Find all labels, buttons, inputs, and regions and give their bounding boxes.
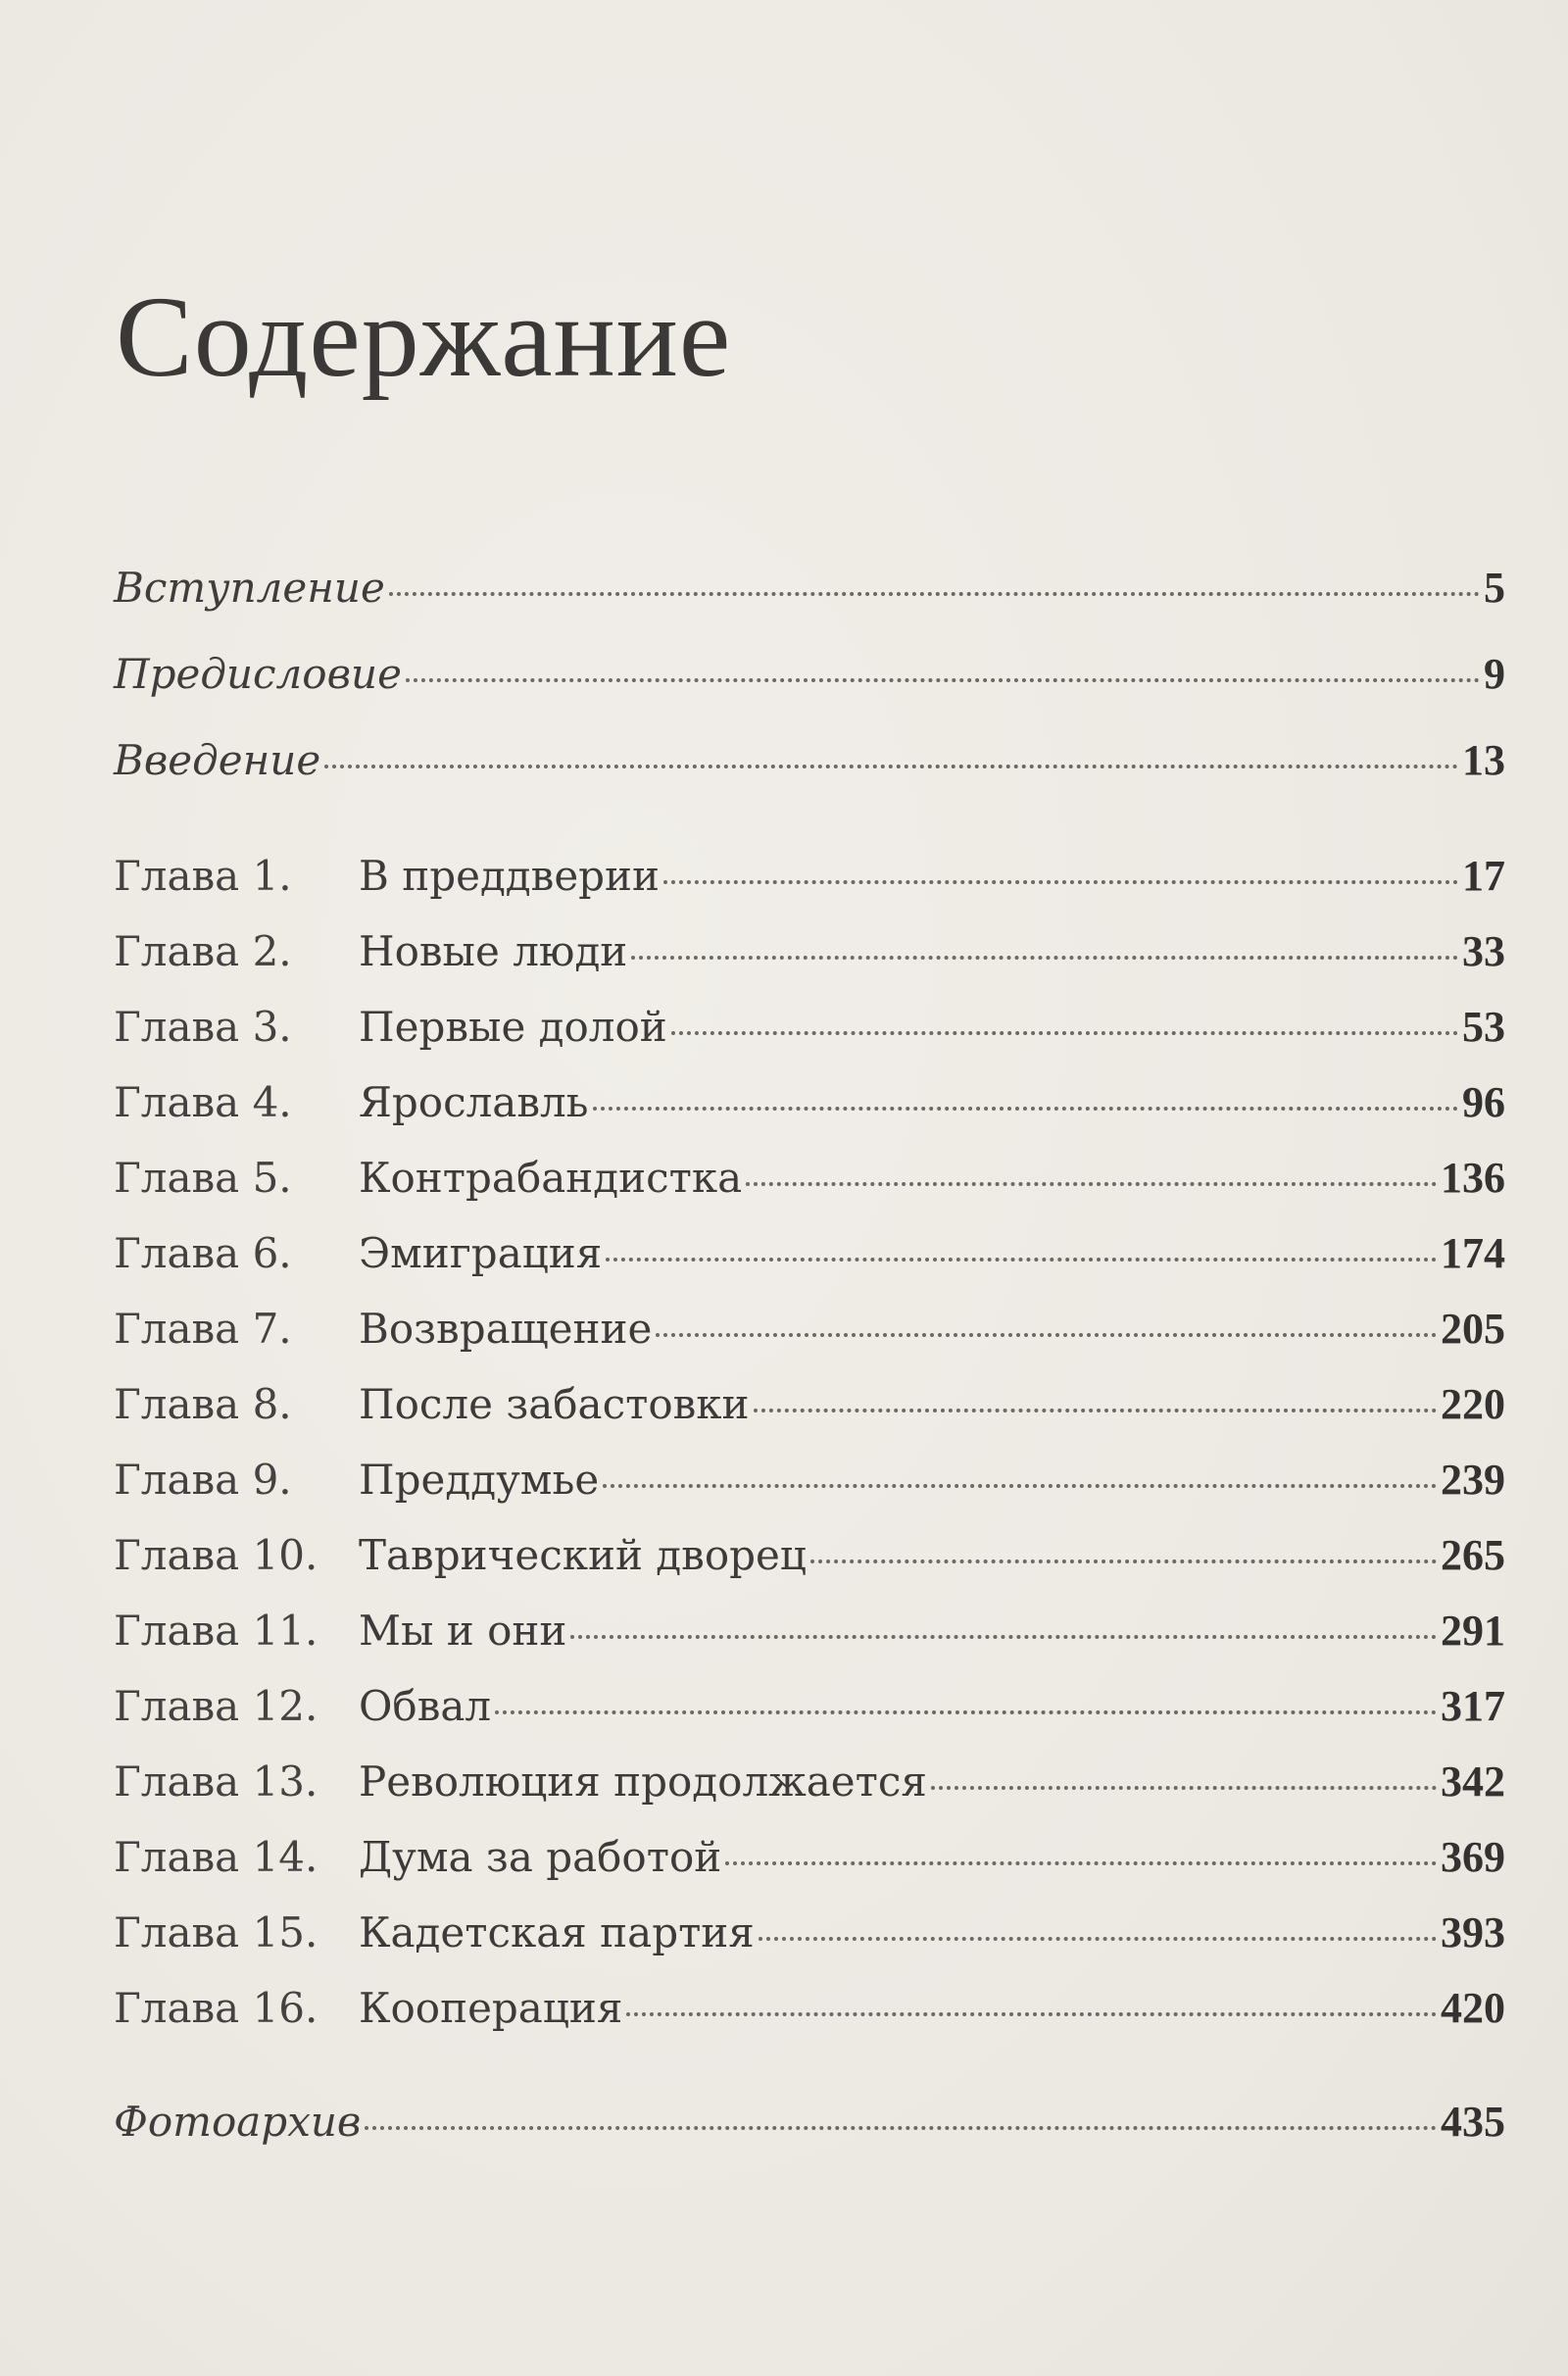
dot-leader xyxy=(663,870,1458,884)
page-title: Содержание xyxy=(116,272,732,402)
toc-entry-chapter-1[interactable] xyxy=(114,847,1505,906)
chapter-label: Глава 13. xyxy=(114,1757,318,1806)
toc-entry-intro[interactable] xyxy=(114,559,1505,618)
toc-entry-chapter-16[interactable] xyxy=(114,1979,1505,2038)
page-number: 239 xyxy=(1441,1456,1505,1504)
chapter-label: Глава 6. xyxy=(114,1229,292,1277)
page-number: 435 xyxy=(1441,2098,1505,2146)
dot-leader xyxy=(495,1701,1437,1714)
entry-title: Кадетская партия xyxy=(359,1908,755,1956)
chapter-label: Глава 3. xyxy=(114,1003,292,1051)
entry-title: Вступление xyxy=(114,564,385,612)
chapter-label: Глава 5. xyxy=(114,1154,292,1202)
entry-title: Первые долой xyxy=(359,1003,667,1051)
toc-entry-chapter-11[interactable] xyxy=(114,1602,1505,1660)
page-number: 13 xyxy=(1462,736,1505,784)
dot-leader xyxy=(631,946,1458,960)
toc-entry-chapter-10[interactable] xyxy=(114,1526,1505,1585)
entry-title: Преддумье xyxy=(359,1456,600,1504)
toc-entry-chapter-6[interactable] xyxy=(114,1224,1505,1283)
entry-title: Эмиграция xyxy=(359,1229,603,1277)
toc-entry-chapter-14[interactable] xyxy=(114,1828,1505,1887)
chapter-label: Глава 16. xyxy=(114,1984,318,2032)
entry-title: Кооперация xyxy=(359,1984,623,2032)
page-number: 220 xyxy=(1441,1380,1505,1428)
chapter-label: Глава 9. xyxy=(114,1456,292,1504)
page-number: 53 xyxy=(1462,1003,1505,1051)
toc-entry-chapter-5[interactable] xyxy=(114,1149,1505,1208)
page-number: 342 xyxy=(1441,1757,1505,1806)
chapter-label: Глава 14. xyxy=(114,1833,318,1881)
page-number: 17 xyxy=(1462,852,1505,900)
entry-title: Новые люди xyxy=(359,927,628,975)
dot-leader xyxy=(406,668,1480,682)
toc-entry-chapter-8[interactable] xyxy=(114,1375,1505,1434)
toc-entry-chapter-4[interactable] xyxy=(114,1073,1505,1132)
page-number: 205 xyxy=(1441,1305,1505,1353)
entry-title: Фотоархив xyxy=(114,2098,362,2146)
dot-leader xyxy=(389,582,1480,596)
page-number: 369 xyxy=(1441,1833,1505,1881)
entry-title: Обвал xyxy=(359,1682,492,1730)
page-number: 174 xyxy=(1441,1229,1505,1277)
chapter-label: Глава 7. xyxy=(114,1305,292,1353)
entry-title: Введение xyxy=(114,736,321,784)
entry-title: Дума за работой xyxy=(359,1833,722,1881)
entry-title: Мы и они xyxy=(359,1607,567,1655)
dot-leader xyxy=(725,1852,1437,1865)
entry-title: После забастовки xyxy=(359,1380,750,1428)
dot-leader xyxy=(365,2116,1437,2130)
dot-leader xyxy=(671,1021,1458,1035)
page-number: 9 xyxy=(1484,650,1505,698)
chapter-label: Глава 11. xyxy=(114,1607,318,1655)
chapter-label: Глава 4. xyxy=(114,1078,292,1126)
page-number: 96 xyxy=(1462,1078,1505,1126)
toc-entry-chapter-9[interactable] xyxy=(114,1451,1505,1510)
entry-title: Революция продолжается xyxy=(359,1757,927,1806)
toc-entry-chapter-13[interactable] xyxy=(114,1753,1505,1811)
toc-entry-chapter-7[interactable] xyxy=(114,1300,1505,1359)
toc-entry-introduction[interactable] xyxy=(114,731,1505,790)
chapter-label: Глава 1. xyxy=(114,852,292,900)
chapter-label: Глава 8. xyxy=(114,1380,292,1428)
entry-title: Возвращение xyxy=(359,1305,653,1353)
chapter-label: Глава 10. xyxy=(114,1531,318,1579)
dot-leader xyxy=(626,2003,1437,2016)
dot-leader xyxy=(606,1248,1437,1262)
dot-leader xyxy=(570,1625,1437,1639)
dot-leader xyxy=(810,1550,1437,1563)
toc-entry-chapter-12[interactable] xyxy=(114,1677,1505,1736)
entry-title: Контрабандистка xyxy=(359,1154,743,1202)
page-number: 265 xyxy=(1441,1531,1505,1579)
toc-entry-chapter-3[interactable] xyxy=(114,998,1505,1057)
toc-entry-photo-archive[interactable] xyxy=(114,2093,1505,2152)
dot-leader xyxy=(324,755,1458,768)
entry-title: Предисловие xyxy=(114,650,402,698)
dot-leader xyxy=(931,1776,1437,1790)
toc-entry-preface[interactable] xyxy=(114,645,1505,704)
page-number: 393 xyxy=(1441,1908,1505,1956)
toc-entry-chapter-15[interactable] xyxy=(114,1904,1505,1962)
toc-entry-chapter-2[interactable] xyxy=(114,922,1505,981)
entry-title: В преддверии xyxy=(359,852,661,900)
page-number: 420 xyxy=(1441,1984,1505,2032)
page-number: 317 xyxy=(1441,1682,1505,1730)
page-number: 5 xyxy=(1484,564,1505,612)
page-number: 33 xyxy=(1462,927,1505,975)
chapter-label: Глава 12. xyxy=(114,1682,318,1730)
dot-leader xyxy=(593,1097,1458,1111)
page-number: 136 xyxy=(1441,1154,1505,1202)
chapter-label: Глава 15. xyxy=(114,1908,318,1956)
dot-leader xyxy=(754,1399,1437,1412)
dot-leader xyxy=(759,1927,1437,1941)
dot-leader xyxy=(603,1474,1437,1488)
entry-title: Ярославль xyxy=(359,1078,589,1126)
dot-leader xyxy=(746,1172,1437,1186)
dot-leader xyxy=(656,1323,1437,1337)
chapter-label: Глава 2. xyxy=(114,927,292,975)
page-number: 291 xyxy=(1441,1607,1505,1655)
entry-title: Таврический дворец xyxy=(359,1531,807,1579)
